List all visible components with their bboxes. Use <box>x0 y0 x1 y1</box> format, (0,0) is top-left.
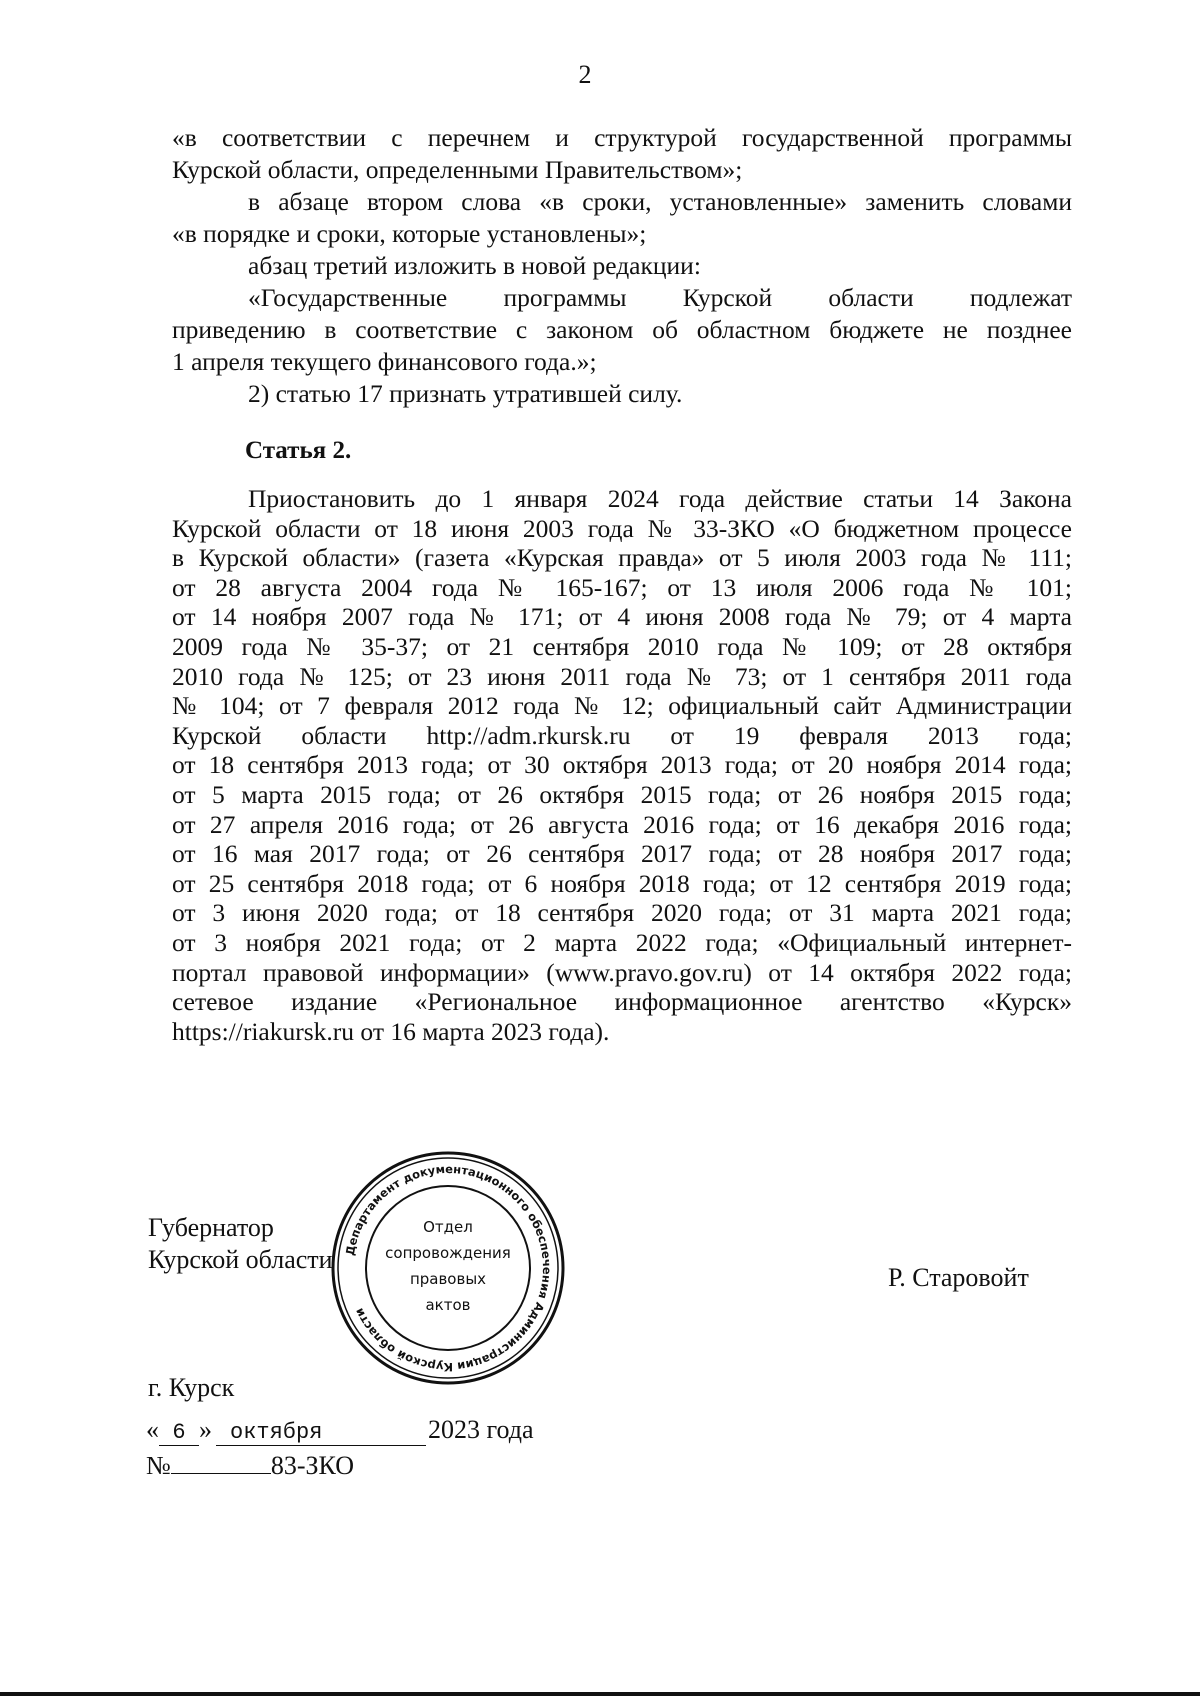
signatory-title <box>148 1212 333 1276</box>
text-line: № 104; от 7 февраля 2012 года № 12; официальный сайт Администрации <box>172 691 1072 721</box>
text-line: Курской области от 18 июня 2003 года № 33-ЗКО «О бюджетном процессе <box>172 513 1072 543</box>
text-line: от 28 августа 2004 года № 165-167; от 13 июля 2006 года № 101; <box>172 572 1072 602</box>
scan-edge <box>0 1692 1200 1696</box>
text-line: в абзаце втором слова «в сроки, установленные» заменить словами <box>248 187 1072 216</box>
text-line: 2010 года № 125; от 23 июня 2011 года № 73; от 1 сентября 2011 года <box>172 661 1072 691</box>
amendments-text <box>172 122 1072 410</box>
date-line <box>146 1414 534 1446</box>
stamp-line1: Отдел <box>423 1218 473 1236</box>
text-line: https://riakursk.ru от 16 марта 2023 года). <box>172 1016 610 1046</box>
text-line: приведению в соответствие с законом об областном бюджете не позднее <box>172 315 1072 344</box>
text-line: от 3 ноября 2021 года; от 2 марта 2022 года; «Официальный интернет- <box>172 927 1072 957</box>
text-line: «в порядке и сроки, которые установлены»; <box>172 219 647 248</box>
article-2-text <box>172 484 1072 1046</box>
official-stamp <box>330 1150 566 1386</box>
text-line: 2) статью 17 признать утратившей силу. <box>248 379 683 408</box>
page-number: 2 <box>578 60 592 89</box>
date-year: 2023 года <box>428 1415 534 1444</box>
date-quote-close: » <box>199 1415 212 1444</box>
law-number-line <box>146 1450 354 1482</box>
article-2-heading: Статья 2. <box>245 437 352 464</box>
text-line: 1 апреля текущего финансового года.»; <box>172 347 597 376</box>
text-line: Приостановить до 1 января 2024 года действие статьи 14 Закона <box>248 484 1072 513</box>
text-line: «Государственные программы Курской области подлежат <box>248 283 1072 312</box>
date-day: 6 <box>159 1421 199 1446</box>
text-line: портал правовой информации» (www.pravo.gov.ru) от 14 октября 2022 года; <box>172 957 1072 987</box>
signatory-title-line1: Губернатор <box>148 1213 274 1242</box>
signatory-name: Р. Старовойт <box>888 1263 1029 1292</box>
text-line: от 16 мая 2017 года; от 26 сентября 2017 года; от 28 ноября 2017 года; <box>172 839 1072 869</box>
text-line: сетевое издание «Региональное информационное агентство «Курск» <box>172 987 1072 1017</box>
city: г. Курск <box>148 1373 235 1402</box>
date-quote-open: « <box>146 1415 159 1444</box>
stamp-line2: сопровождения <box>385 1244 511 1262</box>
text-line: от 14 ноября 2007 года № 171; от 4 июня 2008 года № 79; от 4 марта <box>172 602 1072 632</box>
text-line: от 18 сентября 2013 года; от 30 октября 2013 года; от 20 ноября 2014 года; <box>172 750 1072 780</box>
text-line: в Курской области» (газета «Курская правда» от 5 июля 2003 года № 111; <box>172 543 1072 573</box>
law-number: 83-ЗКО <box>270 1451 354 1480</box>
text-line: от 27 апреля 2016 года; от 26 августа 2016 года; от 16 декабря 2016 года; <box>172 809 1072 839</box>
signatory-title-line2: Курской области <box>148 1245 333 1274</box>
number-label: № <box>146 1451 171 1480</box>
date-month: октября <box>216 1421 426 1446</box>
stamp-line4: актов <box>425 1296 471 1314</box>
stamp-line3: правовых <box>409 1270 487 1288</box>
text-line: от 25 сентября 2018 года; от 6 ноября 2018 года; от 12 сентября 2019 года; <box>172 868 1072 898</box>
text-line: «в соответствии с перечнем и структурой государственной программы <box>172 123 1072 152</box>
text-line: 2009 года № 35-37; от 21 сентября 2010 года № 109; от 28 октября <box>172 631 1072 661</box>
text-line: от 5 марта 2015 года; от 26 октября 2015 года; от 26 ноября 2015 года; <box>172 779 1072 809</box>
text-line: от 3 июня 2020 года; от 18 сентября 2020 года; от 31 марта 2021 года; <box>172 898 1072 928</box>
text-line: Курской области, определенными Правительством»; <box>172 155 743 184</box>
text-line: абзац третий изложить в новой редакции: <box>248 251 701 280</box>
text-line: Курской области http://adm.rkursk.ru от 19 февраля 2013 года; <box>172 720 1072 750</box>
stamp-ring-text: Департамент документационного обеспечения Администрации Курской области <box>342 1161 555 1375</box>
